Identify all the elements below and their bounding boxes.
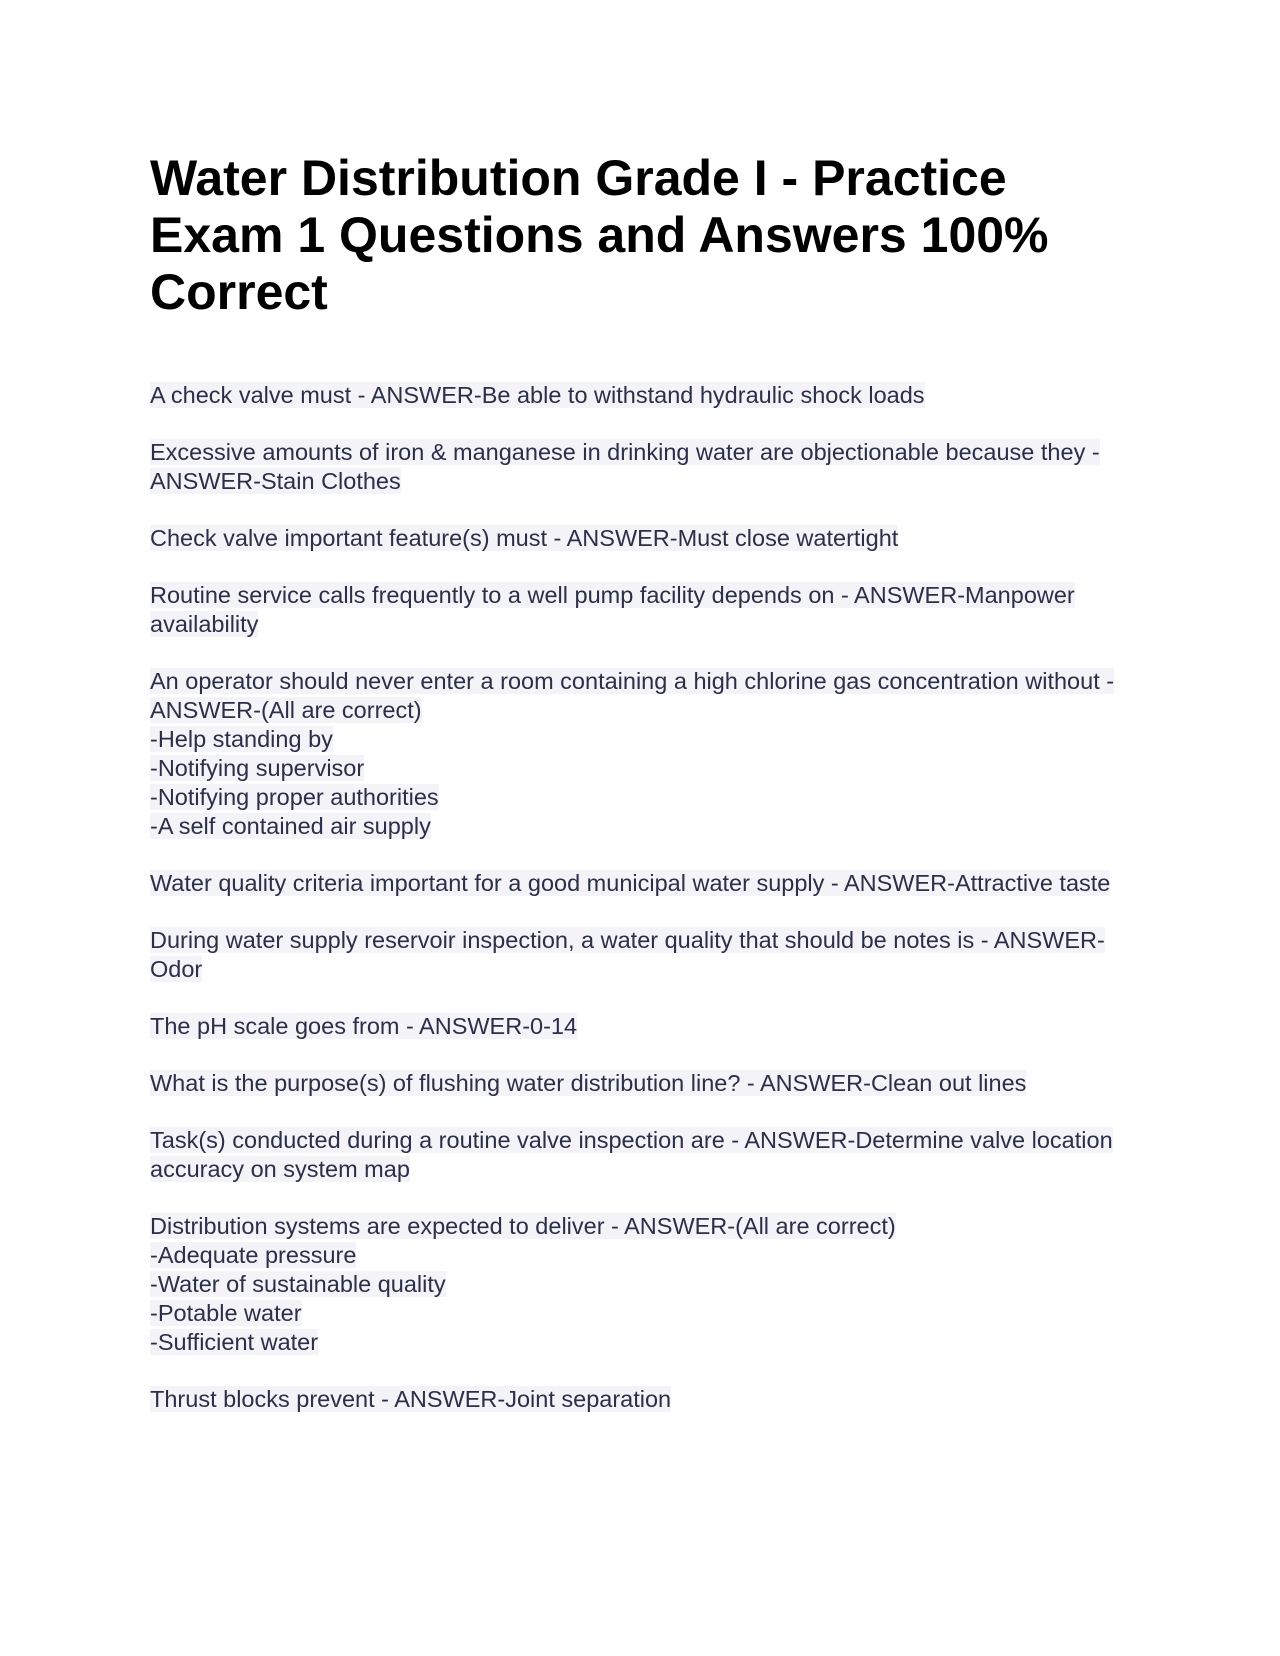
qa-item <box>150 1012 1130 1041</box>
qa-text: An operator should never enter a room containing a high chlorine gas concentration without - ANSWER-(All are correct) <box>150 668 1115 723</box>
qa-item <box>150 1385 1130 1414</box>
qa-item <box>150 524 1130 553</box>
qa-item <box>150 926 1130 984</box>
qa-item <box>150 1212 1130 1357</box>
qa-text: A check valve must - ANSWER-Be able to withstand hydraulic shock loads <box>150 382 925 408</box>
qa-option: -Notifying proper authorities <box>150 784 439 810</box>
qa-option: -Water of sustainable quality <box>150 1271 446 1297</box>
qa-item <box>150 381 1130 410</box>
document-title: Water Distribution Grade I - Practice Exam 1 Questions and Answers 100% Correct <box>150 150 1049 320</box>
qa-text: Check valve important feature(s) must - ANSWER-Must close watertight <box>150 525 899 551</box>
qa-option: -Adequate pressure <box>150 1242 357 1268</box>
qa-item <box>150 1069 1130 1098</box>
qa-text: Routine service calls frequently to a well pump facility depends on - ANSWER-Manpower availability <box>150 582 1075 637</box>
qa-option: -A self contained air supply <box>150 813 431 839</box>
qa-text: Excessive amounts of iron & manganese in drinking water are objectionable because they - ANSWER-Stain Clothes <box>150 439 1100 494</box>
qa-option: -Help standing by <box>150 726 333 752</box>
qa-item <box>150 438 1130 496</box>
qa-item <box>150 667 1130 841</box>
qa-text: Water quality criteria important for a good municipal water supply - ANSWER-Attractive taste <box>150 870 1111 896</box>
qa-text: Distribution systems are expected to deliver - ANSWER-(All are correct) <box>150 1213 896 1239</box>
qa-option: -Notifying supervisor <box>150 755 365 781</box>
qa-text: During water supply reservoir inspection, a water quality that should be notes is - ANSWER-Odor <box>150 927 1105 982</box>
qa-item <box>150 869 1130 898</box>
qa-item <box>150 581 1130 639</box>
qa-text: The pH scale goes from - ANSWER-0-14 <box>150 1013 578 1039</box>
qa-text: What is the purpose(s) of flushing water distribution line? - ANSWER-Clean out lines <box>150 1070 1027 1096</box>
document-page <box>150 150 1130 1442</box>
qa-option: -Sufficient water <box>150 1329 319 1355</box>
qa-item <box>150 1126 1130 1184</box>
qa-text: Thrust blocks prevent - ANSWER-Joint separation <box>150 1386 672 1412</box>
qa-text: Task(s) conducted during a routine valve inspection are - ANSWER-Determine valve location accuracy on system map <box>150 1127 1113 1182</box>
qa-option: -Potable water <box>150 1300 302 1326</box>
